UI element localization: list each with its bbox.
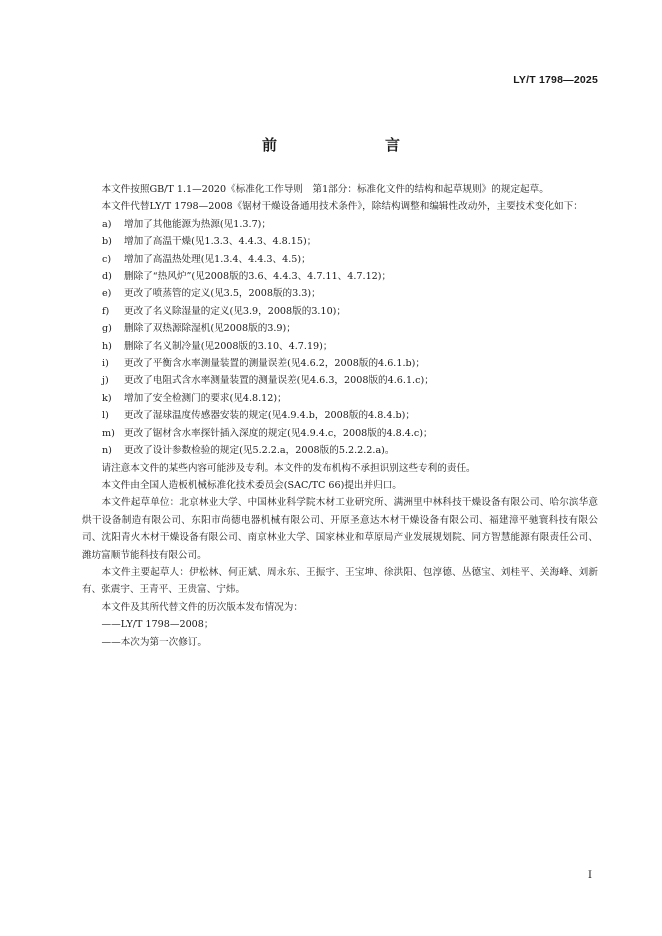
list-item	[82, 251, 598, 268]
list-text: 更改了锯材含水率探针插入深度的规定(见4.9.4.c，2008版的4.8.4.c)；	[124, 427, 433, 439]
list-text: 增加了高温干燥(见1.3.3、4.4.3、4.8.15)；	[124, 236, 317, 248]
list-item	[82, 442, 598, 459]
list-text: 增加了其他能源为热源(见1.3.7)；	[124, 218, 272, 230]
list-label: j)	[102, 375, 109, 387]
list-label: h)	[102, 340, 112, 352]
list-item	[82, 338, 598, 355]
list-label: k)	[102, 392, 112, 404]
list-item	[82, 390, 598, 407]
list-text: 更改了平衡含水率测量装置的测量误差(见4.6.2，2008版的4.6.1.b)；	[124, 358, 425, 370]
changes-list	[82, 216, 598, 460]
paragraph-proposer: 本文件由全国人造板机械标准化技术委员会(SAC/TC 66)提出并归口。	[101, 479, 402, 491]
paragraph-drafting-basis: 本文件按照GB/T 1.1—2020《标准化工作导则 第1部分：标准化文件的结构和起草规则》的规定起草。	[101, 184, 549, 195]
paragraph-drafters: 本文件主要起草人：伊松林、何正斌、周永东、王振宇、王宝坤、徐洪阳、包淳德、丛德宝、刘桂平、关海峰、刘新有、张震宇、王青平、王贵富、宁炜。	[82, 566, 598, 596]
list-text: 删除了双热源除湿机(见2008版的3.9)；	[124, 323, 296, 335]
list-item	[82, 285, 598, 302]
list-text: 删除了“热风炉”(见2008版的3.6、4.4.3、4.7.11、4.7.12)；	[124, 271, 392, 283]
list-label: f)	[102, 305, 110, 317]
list-text: 增加了高温热处理(见1.3.4、4.4.3、4.5)；	[124, 253, 311, 265]
list-text: 更改了喷蒸管的定义(见3.5，2008版的3.3)；	[124, 288, 321, 300]
list-label: i)	[102, 358, 109, 370]
list-text: 更改了名义除湿量的定义(见3.9，2008版的3.10)；	[124, 305, 347, 317]
paragraph-drafting-units: 本文件起草单位：北京林业大学、中国林业科学院木材工业研究所、满洲里中林科技干燥设备有限公司、哈尔滨华意烘干设备制造有限公司、东阳市尚德电器机械有限公司、开原圣意达木材干燥设备有限公司、福建漳平驰寰科技有限公司、沈阳青火木材干燥设备有限公司、南京林业大学、国家林业和草原局产业发展规划院、同方智慧能源有限责任公司、潍坊富顺节能科技有限公司。	[82, 497, 598, 561]
paragraph-patent-notice: 请注意本文件的某些内容可能涉及专利。本文件的发布机构不承担识别这些专利的责任。	[101, 462, 476, 474]
list-item	[82, 372, 598, 389]
list-label: e)	[102, 288, 112, 300]
list-text: 更改了设计参数检验的规定(见5.2.2.a，2008版的5.2.2.2.a)。	[124, 445, 395, 457]
paragraph-history-intro: 本文件及其所代替文件的历次版本发布情况为：	[101, 601, 303, 613]
list-item	[82, 216, 598, 233]
document-number: LY/T 1798—2025	[513, 74, 598, 86]
list-text: 更改了电阻式含水率测量装置的测量误差(见4.6.3，2008版的4.6.1.c)；	[124, 375, 434, 387]
list-text: 删除了名义制冷量(见2008版的3.10、4.7.19)；	[124, 340, 333, 352]
list-label: n)	[102, 445, 112, 457]
page-title: 前 言	[261, 136, 426, 154]
list-label: a)	[102, 218, 112, 230]
history-item: ——LY/T 1798—2008；	[101, 619, 214, 631]
list-item	[82, 233, 598, 250]
paragraph-replacement: 本文件代替LY/T 1798—2008《锯材干燥设备通用技术条件》，除结构调整和编辑性改动外，主要技术变化如下：	[101, 201, 583, 213]
list-item	[82, 407, 598, 424]
list-item	[82, 303, 598, 320]
page-number: I	[588, 870, 592, 881]
list-text: 更改了湿球温度传感器安装的规定(见4.9.4.b，2008版的4.8.4.b)；	[124, 410, 415, 422]
document-body	[82, 181, 598, 651]
list-label: m)	[102, 427, 115, 439]
list-label: l)	[102, 410, 109, 422]
list-label: g)	[102, 323, 112, 335]
list-item	[82, 268, 598, 285]
history-item: ——本次为第一次修订。	[101, 636, 208, 648]
list-item	[82, 320, 598, 337]
list-item	[82, 355, 598, 372]
list-label: c)	[102, 253, 112, 265]
list-item	[82, 425, 598, 442]
list-label: d)	[102, 271, 112, 283]
list-label: b)	[102, 236, 112, 248]
list-text: 增加了安全检测门的要求(见4.8.12)；	[124, 392, 287, 404]
